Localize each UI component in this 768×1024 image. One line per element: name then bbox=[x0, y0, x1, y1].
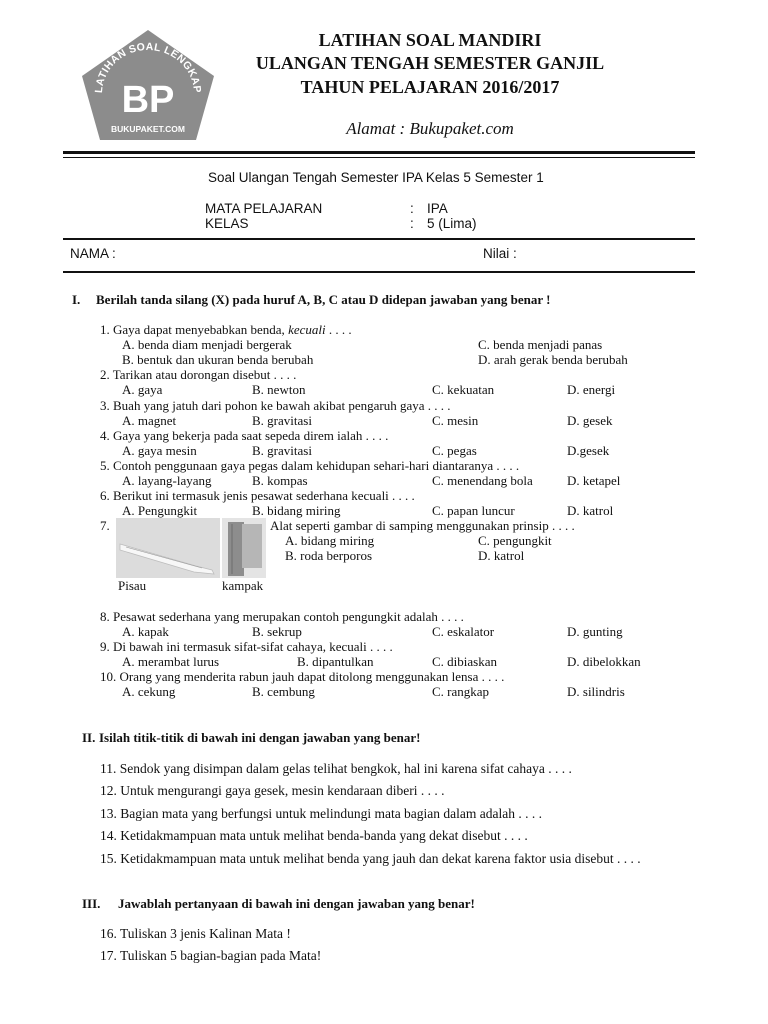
document-title: Soal Ulangan Tengah Semester IPA Kelas 5 Semester 1 bbox=[208, 170, 544, 185]
question-text: Ketidakmampuan mata untuk melihat benda yang jauh dan dekat karena faktor usia disebut . . . . bbox=[120, 851, 641, 866]
q10-option-b: B. cembung bbox=[252, 684, 315, 699]
axe-caption: kampak bbox=[222, 578, 264, 593]
q1-option-b: B. bentuk dan ukuran benda berubah bbox=[122, 352, 314, 367]
section2-number: II. bbox=[82, 730, 96, 745]
q7-option-a: A. bidang miring bbox=[285, 533, 375, 548]
header-divider-thick bbox=[63, 151, 695, 154]
q6-option-a: A. Pengungkit bbox=[122, 503, 198, 518]
q1-option-a: A. benda diam menjadi bergerak bbox=[122, 337, 292, 352]
knife-image bbox=[116, 518, 220, 578]
question-number: 16. bbox=[100, 926, 117, 941]
question-number: 6. bbox=[100, 488, 110, 503]
question-text-tail: . . . . bbox=[325, 322, 352, 337]
class-separator: : bbox=[410, 216, 414, 231]
question-number: 8. bbox=[100, 609, 110, 624]
class-label: KELAS bbox=[205, 216, 249, 231]
q4-option-b: B. gravitasi bbox=[252, 443, 312, 458]
question-number: 13. bbox=[100, 806, 117, 821]
question-text: Contoh penggunaan gaya pegas dalam kehidupan sehari-hari diantaranya . . . . bbox=[113, 458, 520, 473]
logo-arc-text: LATIHAN SOAL LENGKAP bbox=[92, 40, 204, 94]
question-emphasis: kecuali bbox=[288, 322, 326, 337]
question-number: 12. bbox=[100, 783, 117, 798]
q2-option-b: B. newton bbox=[252, 382, 306, 397]
question-text: Sendok yang disimpan dalam gelas telihat bengkok, hal ini karena sifat cahaya . . . . bbox=[119, 761, 572, 776]
header-address: Alamat : Bukupaket.com bbox=[346, 119, 514, 138]
question-10 bbox=[100, 669, 504, 685]
question-text: Tuliskan 5 bagian-bagian pada Mata! bbox=[120, 948, 322, 963]
q9-option-a: A. merambat lurus bbox=[122, 654, 220, 669]
question-text: Di bawah ini termasuk sifat-sifat cahaya, kecuali . . . . bbox=[113, 639, 393, 654]
header-title-3: TAHUN PELAJARAN 2016/2017 bbox=[300, 77, 560, 97]
question-7-number: 7. bbox=[100, 518, 110, 533]
class-value: 5 (Lima) bbox=[427, 216, 477, 231]
question-number: 2. bbox=[100, 367, 110, 382]
question-13 bbox=[100, 806, 542, 822]
q5-option-a: A. layang-layang bbox=[122, 473, 212, 488]
question-number: 15. bbox=[100, 851, 117, 866]
question-number: 1. bbox=[100, 322, 110, 337]
question-9 bbox=[100, 639, 393, 655]
question-text: Orang yang menderita rabun jauh dapat ditolong menggunakan lensa . . . . bbox=[119, 669, 505, 684]
q5-option-d: D. ketapel bbox=[567, 473, 621, 488]
question-text: Gaya yang bekerja pada saat sepeda direm ialah . . . . bbox=[113, 428, 389, 443]
q3-option-a: A. magnet bbox=[122, 413, 177, 428]
header-title-2: ULANGAN TENGAH SEMESTER GANJIL bbox=[255, 53, 605, 73]
section3-instruction: Jawablah pertanyaan di bawah ini dengan jawaban yang benar! bbox=[118, 896, 475, 911]
q8-option-b: B. sekrup bbox=[252, 624, 302, 639]
q6-option-d: D. katrol bbox=[567, 503, 614, 518]
q6-option-b: B. bidang miring bbox=[252, 503, 341, 518]
q3-option-d: D. gesek bbox=[567, 413, 613, 428]
question-number: 11. bbox=[100, 761, 117, 776]
bukupaket-logo bbox=[78, 28, 218, 142]
q1-option-c: C. benda menjadi panas bbox=[478, 337, 603, 352]
q8-option-a: A. kapak bbox=[122, 624, 169, 639]
subject-label: MATA PELAJARAN bbox=[205, 201, 323, 216]
q3-option-c: C. mesin bbox=[432, 413, 479, 428]
q2-option-d: D. energi bbox=[567, 382, 616, 397]
question-text: Bagian mata yang berfungsi untuk melindungi mata bagian dalam adalah . . . . bbox=[120, 806, 543, 821]
section2-instruction: Isilah titik-titik di bawah ini dengan jawaban yang benar! bbox=[99, 730, 421, 745]
logo-site: BUKUPAKET.COM bbox=[111, 124, 185, 134]
q10-option-a: A. cekung bbox=[122, 684, 176, 699]
q5-option-c: C. menendang bola bbox=[432, 473, 533, 488]
question-number: 9. bbox=[100, 639, 110, 654]
q10-option-c: C. rangkap bbox=[432, 684, 490, 699]
q7-option-b: B. roda berporos bbox=[285, 548, 373, 563]
question-16 bbox=[100, 926, 291, 942]
question-12 bbox=[100, 783, 445, 799]
question-text: Tuliskan 3 jenis Kalinan Mata ! bbox=[120, 926, 291, 941]
q7-option-d: D. katrol bbox=[478, 548, 525, 563]
question-6 bbox=[100, 488, 415, 504]
question-17 bbox=[100, 948, 321, 964]
question-text: Berikut ini termasuk jenis pesawat sederhana kecuali . . . . bbox=[113, 488, 415, 503]
q6-option-c: C. papan luncur bbox=[432, 503, 515, 518]
question-1 bbox=[100, 322, 352, 338]
question-number: 17. bbox=[100, 948, 117, 963]
q4-option-d: D.gesek bbox=[567, 443, 610, 458]
q9-option-d: D. dibelokkan bbox=[567, 654, 641, 669]
question-number: 4. bbox=[100, 428, 110, 443]
q2-option-a: A. gaya bbox=[122, 382, 163, 397]
q9-option-b: B. dipantulkan bbox=[297, 654, 374, 669]
question-text: Tarikan atau dorongan disebut . . . . bbox=[112, 367, 297, 382]
q3-option-b: B. gravitasi bbox=[252, 413, 312, 428]
logo-letters: BP bbox=[121, 79, 175, 121]
question-8 bbox=[100, 609, 464, 625]
q4-option-a: A. gaya mesin bbox=[122, 443, 197, 458]
question-number: 14. bbox=[100, 828, 117, 843]
question-15 bbox=[100, 851, 641, 867]
header-title-1: LATIHAN SOAL MANDIRI bbox=[318, 30, 542, 50]
header-divider-thin bbox=[63, 157, 695, 158]
q1-option-d: D. arah gerak benda berubah bbox=[478, 352, 628, 367]
question-number: 3. bbox=[100, 398, 110, 413]
q8-option-d: D. gunting bbox=[567, 624, 623, 639]
knife-caption: Pisau bbox=[118, 578, 147, 593]
score-label: Nilai : bbox=[483, 246, 517, 261]
question-text: Gaya dapat menyebabkan benda, bbox=[113, 322, 289, 337]
axe-image bbox=[222, 518, 266, 578]
question-7-text: Alat seperti gambar di samping menggunakan prinsip . . . . bbox=[270, 518, 575, 533]
question-number: 5. bbox=[100, 458, 110, 473]
question-3 bbox=[100, 398, 451, 414]
q4-option-c: C. pegas bbox=[432, 443, 477, 458]
section3-number: III. bbox=[82, 896, 101, 911]
name-label: NAMA : bbox=[70, 246, 116, 261]
question-4 bbox=[100, 428, 388, 444]
question-14 bbox=[100, 828, 528, 844]
question-11 bbox=[100, 761, 572, 777]
section1-instruction: Berilah tanda silang (X) pada huruf A, B, C atau D didepan jawaban yang benar ! bbox=[96, 292, 551, 307]
q9-option-c: C. dibiaskan bbox=[432, 654, 497, 669]
subject-value: IPA bbox=[427, 201, 448, 216]
q7-option-c: C. pengungkit bbox=[478, 533, 552, 548]
q8-option-c: C. eskalator bbox=[432, 624, 495, 639]
question-text: Buah yang jatuh dari pohon ke bawah akibat pengaruh gaya . . . . bbox=[113, 398, 451, 413]
subject-separator: : bbox=[410, 201, 414, 216]
question-text: Untuk mengurangi gaya gesek, mesin kendaraan diberi . . . . bbox=[120, 783, 445, 798]
q2-option-c: C. kekuatan bbox=[432, 382, 495, 397]
info-divider bbox=[63, 238, 695, 240]
q10-option-d: D. silindris bbox=[567, 684, 625, 699]
question-text: Ketidakmampuan mata untuk melihat benda-banda yang dekat disebut . . . . bbox=[120, 828, 528, 843]
question-2 bbox=[100, 367, 296, 383]
question-number: 10. bbox=[100, 669, 117, 684]
form-divider bbox=[63, 271, 695, 273]
q5-option-b: B. kompas bbox=[252, 473, 308, 488]
question-text: Pesawat sederhana yang merupakan contoh pengungkit adalah . . . . bbox=[113, 609, 464, 624]
question-5 bbox=[100, 458, 519, 474]
section1-number: I. bbox=[72, 292, 81, 307]
